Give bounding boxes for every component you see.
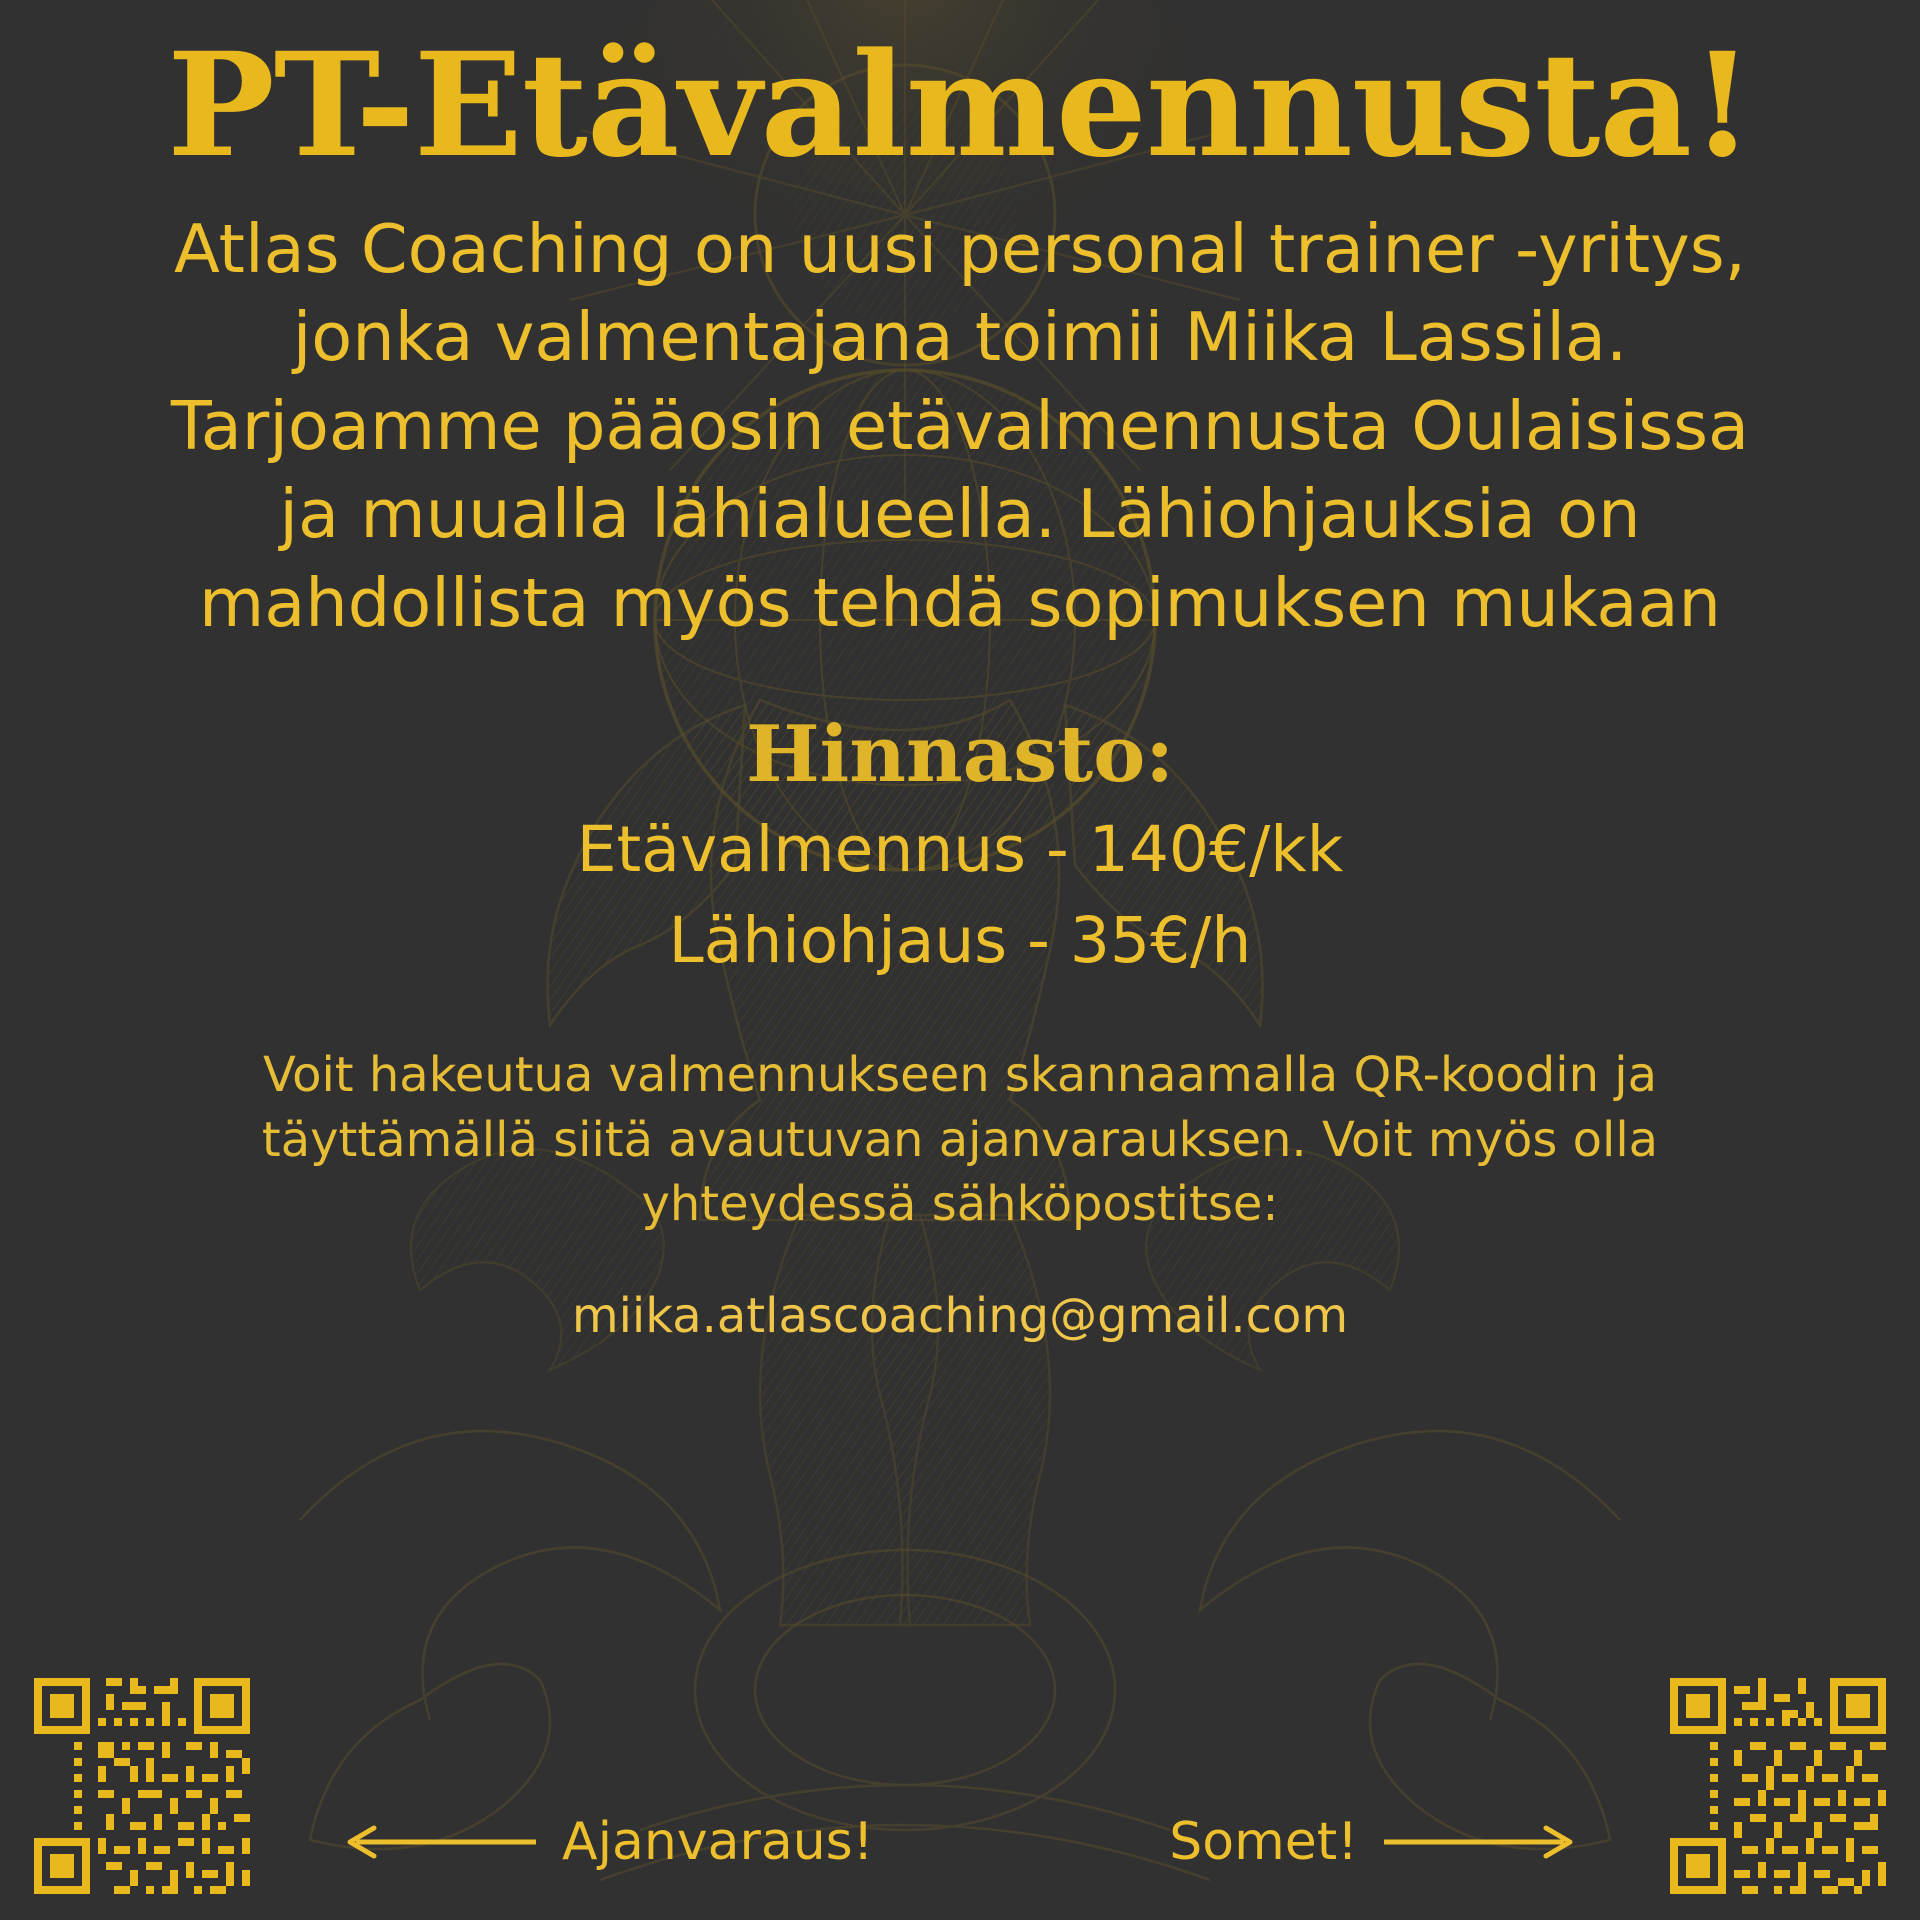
qr-code-social-media[interactable] [1662, 1670, 1894, 1902]
page-title: PT-Etävalmennusta! [167, 21, 1753, 189]
arrow-right-icon [1380, 1822, 1580, 1862]
price-item-onsite-session: Lähiohjaus - 35€/h [668, 903, 1252, 977]
bottom-bar [0, 1660, 1920, 1920]
cta-social-media[interactable] [1169, 1812, 1580, 1872]
cta-booking-label: Ajanvaraus! [562, 1812, 874, 1872]
intro-paragraph: Atlas Coaching on uusi personal trainer -yritys, jonka valmentajana toimii Miika Lassila. Tarjoamme pääosin etävalmennusta Oulaisissa ja muualla lähialueella. Lähiohjauksia on mahdollista myös tehdä sopimuksen mukaan [170, 210, 1750, 642]
howto-paragraph: Voit hakeutua valmennukseen skannaamalla QR-koodin ja täyttämällä siitä avautuvan ajanvarauksen. Voit myös olla yhteydessä sähköpostitse: [261, 1047, 1659, 1233]
cta-booking[interactable] [340, 1812, 874, 1872]
contact-email: miika.atlascoaching@gmail.com [571, 1288, 1349, 1345]
qr-code-booking[interactable] [26, 1670, 258, 1902]
pricing-heading: Hinnasto: [745, 709, 1175, 801]
cta-social-media-label: Somet! [1169, 1812, 1358, 1872]
arrow-left-icon [340, 1822, 540, 1862]
price-item-remote-coaching: Etävalmennus - 140€/kk [576, 813, 1344, 887]
